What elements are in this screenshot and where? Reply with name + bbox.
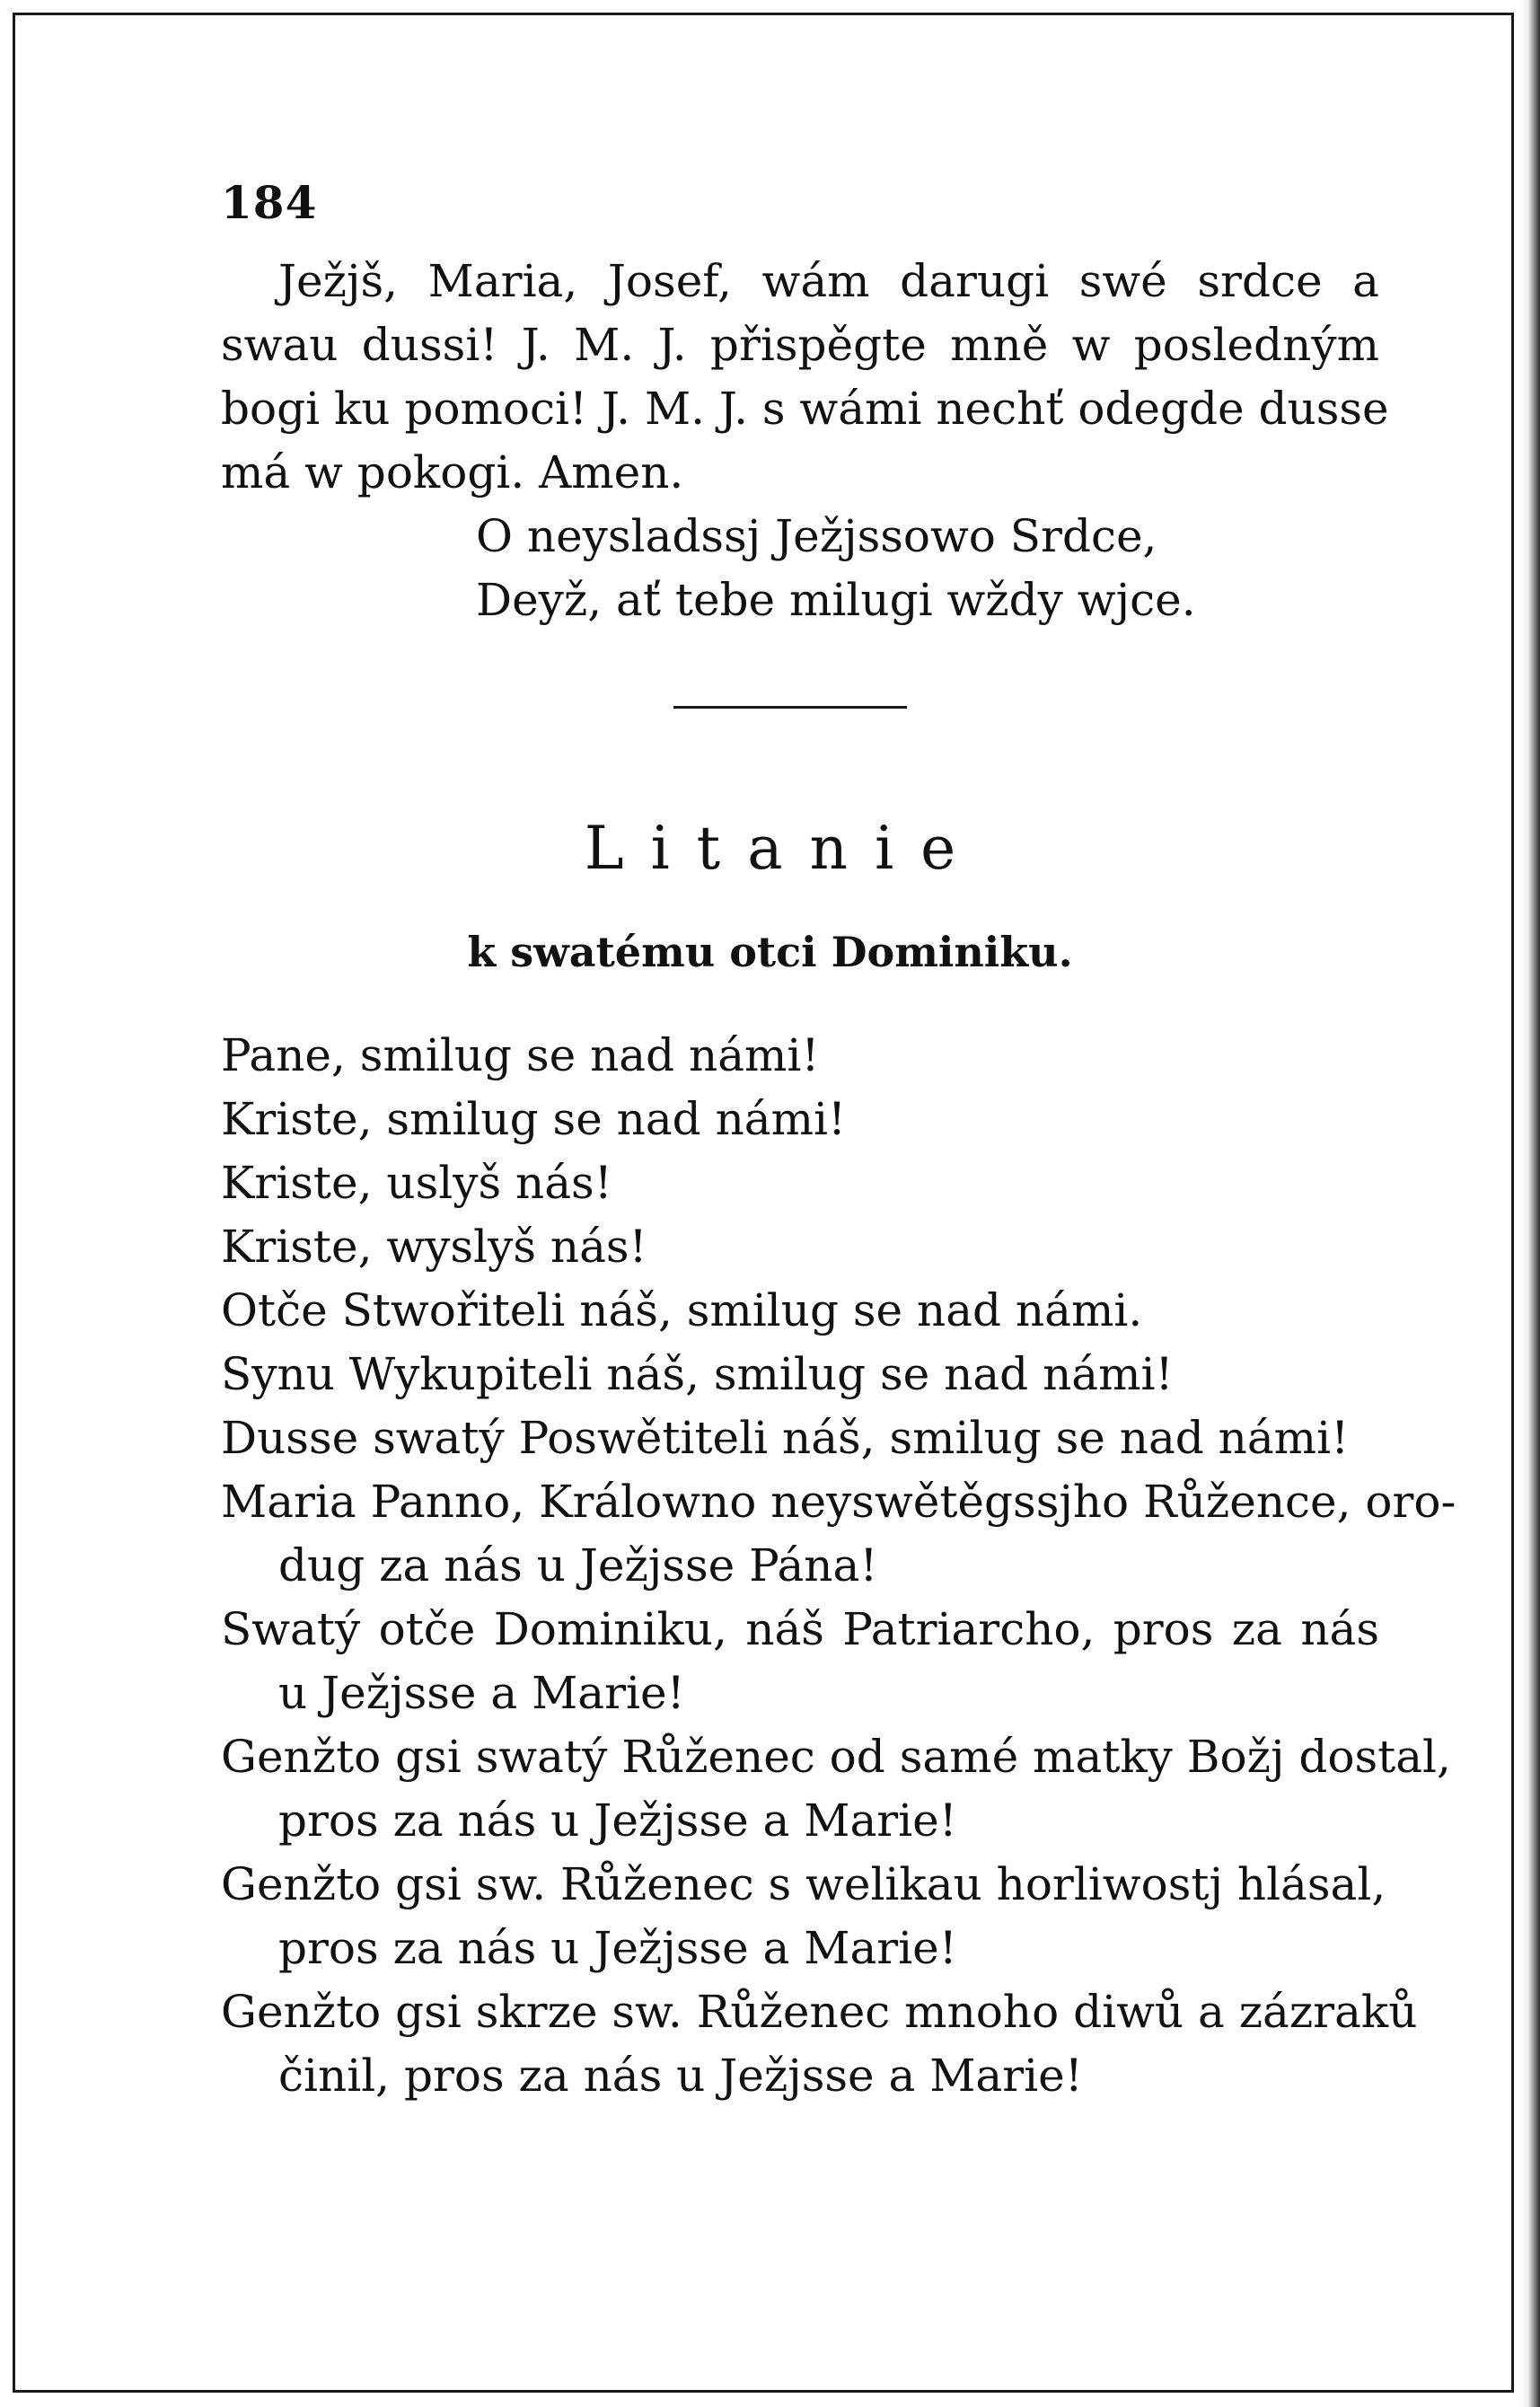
- litany-subtitle: k swatému otci Dominiku.: [467, 928, 1073, 976]
- section-divider: [673, 706, 907, 709]
- prayer-line: má w pokogi. Amen.: [221, 446, 684, 498]
- litany-line: Synu Wykupiteli náš, smilug se nad námi!: [221, 1348, 1174, 1400]
- litany-line: Kriste, wyslyš nás!: [221, 1221, 647, 1273]
- litany-line: u Ježjsse a Marie!: [278, 1667, 685, 1719]
- litany-line: Genžto gsi skrze sw. Růženec mnoho diwů a zázraků: [221, 1986, 1418, 2038]
- litany-line: dug za nás u Ježjsse Pána!: [278, 1539, 878, 1591]
- litany-line: Genžto gsi sw. Růženec s welikau horliwostj hlásal,: [221, 1858, 1386, 1910]
- litany-line: činil, pros za nás u Ježjsse a Marie!: [278, 2050, 1083, 2102]
- litany-title: Litanie: [584, 814, 983, 883]
- litany-line: Maria Panno, Králowno neyswětěgssjho Růžence, oro-: [221, 1476, 1456, 1528]
- litany-line: pros za nás u Ježjsse a Marie!: [278, 1794, 957, 1847]
- verse-line: O neysladssj Ježjssowo Srdce,: [476, 510, 1157, 562]
- verse-line: Deyž, ať tebe milugi wždy wjce.: [476, 574, 1196, 626]
- prayer-line: Ježjš, Maria, Josef, wám darugi swé srdce a: [278, 255, 1379, 307]
- page-number: 184: [221, 176, 318, 229]
- litany-line: pros za nás u Ježjsse a Marie!: [278, 1922, 957, 1974]
- prayer-line: swau dussi! J. M. J. přispěgte mně w posledným: [221, 319, 1379, 371]
- litany-line: Swatý otče Dominiku, náš Patriarcho, pros za nás: [221, 1603, 1379, 1655]
- litany-line: Pane, smilug se nad námi!: [221, 1029, 820, 1081]
- litany-line: Dusse swatý Poswětiteli náš, smilug se nad námi!: [221, 1412, 1350, 1464]
- page-edge-shadow: [1520, 0, 1540, 2407]
- litany-line: Genžto gsi swatý Růženec od samé matky Božj dostal,: [221, 1731, 1451, 1783]
- litany-line: Otče Stwořiteli náš, smilug se nad námi.: [221, 1284, 1143, 1336]
- prayer-line: bogi ku pomoci! J. M. J. s wámi nechť odegde dusse: [221, 383, 1389, 435]
- litany-line: Kriste, smilug se nad námi!: [221, 1093, 847, 1145]
- litany-line: Kriste, uslyš nás!: [221, 1157, 612, 1209]
